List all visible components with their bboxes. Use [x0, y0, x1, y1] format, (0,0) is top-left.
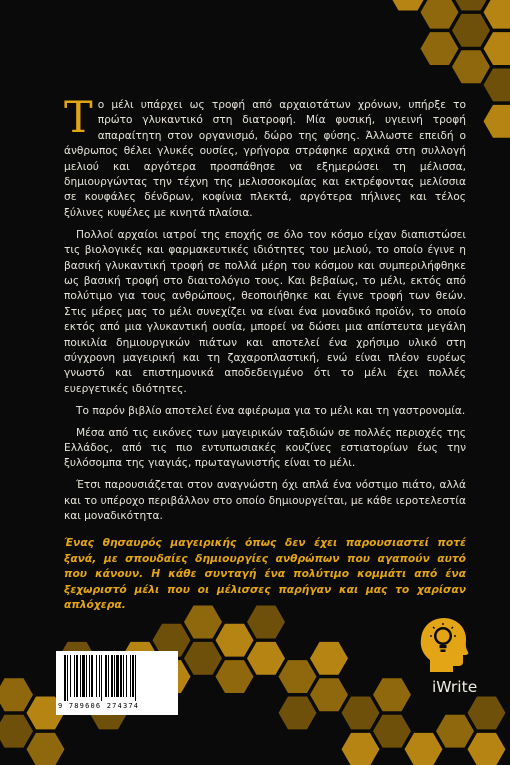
barcode-bar: [116, 655, 119, 697]
honeycomb-cell: [452, 50, 490, 83]
honeycomb-cell: [452, 14, 490, 47]
paragraph-4: Μέσα από τις εικόνες των μαγειρικών ταξιδιών σε πολλές περιοχές της Ελλάδος, από τις πιο εντυπωσιακές κουζίνες εστιατορίων έως την ξυλόσομπα της γιαγιάς, πρωταγωνιστής είναι το μέλι.: [64, 426, 466, 470]
honeycomb-cell: [421, 32, 459, 65]
paragraph-2: Πολλοί αρχαίοι ιατροί της εποχής σε όλο τον κόσμο είχαν διαπιστώσει τις βιολογικές και φαρμακευτικές ιδιότητες του μελιού, το οποίο έγινε η βασική γλυκαντική τροφή σε πολλά μέρη του κόσμου και συμπεριλήφθηκε ως βασική τροφή στο διαιτολόγιο τους. Και βεβαίως, το μέλι, εκτός από πολύτιμο για τους ανθρώπους, θεοποιήθηκε και έγινε τροφή των θεών. Στις μέρες μας το μέλι συνεχίζει να είναι ένα μοναδικό προϊόν, το οποίο εκτός από μια γλυκαντική ουσία, μπορεί να δώσει μια απίστευτα μεγάλη ποικιλία δημιουργικών πιάτων και αποτελεί ένα χρήσιμο υλικό στη σύγχρονη μαγειρική και τη ζαχαροπλαστική, ενώ είναι πλέον ευρέως γνωστό και επιστημονικά αποδεδειγμένο ότι το μέλι έχει πολλές ευεργετικές ιδιότητες.: [64, 228, 466, 395]
honeycomb-cell: [452, 0, 490, 11]
honeycomb-cell: [484, 0, 510, 29]
honeycomb-cell: [216, 660, 254, 693]
honeycomb-cell: [484, 69, 510, 102]
honeycomb-cell: [310, 642, 348, 675]
honeycomb-cell: [0, 715, 33, 748]
honeycomb-cell: [436, 715, 474, 748]
honeycomb-cell: [247, 642, 285, 675]
barcode-bar: [76, 655, 78, 697]
barcode-bar: [86, 655, 87, 697]
honeycomb-cell: [405, 733, 443, 765]
barcode-bar: [99, 655, 100, 697]
honeycomb-cell: [0, 678, 33, 711]
barcode-bar: [132, 655, 134, 697]
honeycomb-cell: [27, 733, 65, 765]
highlight-blurb: Ένας θησαυρός μαγειρικής όπως δεν έχει παρουσιαστεί ποτέ ξανά, με σπουδαίες δημιουργίες ανθρώπων που αγαπούν αυτό που κάνουν. Η κάθε συνταγή ένα πολύτιμο κομμάτι από ένα ξεχωριστό μέλι που οι μέλισσες παρήγαν και μας το χαρίσαν απλόχερα.: [64, 536, 466, 612]
drop-cap: Τ: [64, 93, 93, 143]
honeycomb-cell: [373, 678, 411, 711]
barcode-bar: [70, 655, 71, 697]
barcode-bar: [101, 655, 102, 701]
barcode-bar: [108, 655, 109, 697]
honeycomb-cell: [342, 697, 380, 730]
barcode-bar: [82, 655, 85, 697]
honeycomb-cell: [484, 32, 510, 65]
honeycomb-cell: [342, 733, 380, 765]
paragraph-1: Το μέλι υπάρχει ως τροφή από αρχαιοτάτων χρόνων, υπήρξε το πρώτο γλυκαντικό στη διατροφή. Μία φυσική, υγιεινή τροφή απαραίτητη στον οργανισμό, δώρο της φύσης. Άλλωστε επειδή ο άνθρωπος θέλει γλυκές ουσίες, γρήγορα στράφηκε αρχικά στη συλλογή μελιού και αργότερα προσπάθησε να εξημερώσει τη μέλισσα, δημιουργώντας την τέχνη της μελισσοκομίας και εκτρέφοντας μελίσσια σε κουφάλες δένδρων, κοφίνια πλεκτά, αργότερα πήλινες και τέλος ξύλινες κυψέλες με κινητά πλαίσια.: [64, 93, 466, 219]
barcode-bar: [74, 655, 75, 697]
barcode-number: 9 789606 274374: [58, 702, 140, 710]
lightbulb-head-icon: [416, 614, 472, 678]
barcode-bar: [80, 655, 81, 697]
honeycomb-cell: [310, 678, 348, 711]
honeycomb-cell: [216, 624, 254, 657]
barcode-bar: [111, 655, 113, 697]
barcode-bar: [91, 655, 93, 697]
barcode-bar: [120, 655, 122, 697]
description-text: [64, 93, 466, 531]
paragraph-3: Το παρόν βιβλίο αποτελεί ένα αφιέρωμα για το μέλι και τη γαστρονομία.: [76, 404, 466, 417]
barcode-bar: [126, 655, 127, 697]
barcode-bar: [123, 655, 124, 697]
barcode-bar: [114, 655, 115, 697]
honeycomb-cell: [184, 642, 222, 675]
barcode-bar: [135, 655, 136, 701]
honeycomb-cell: [484, 105, 510, 138]
honeycomb-cell: [468, 697, 506, 730]
barcode-bars: [62, 655, 172, 701]
barcode-bar: [105, 655, 107, 697]
honeycomb-cell: [421, 0, 459, 29]
barcode-bar: [130, 655, 131, 697]
barcode-bar: [96, 655, 97, 697]
barcode: [56, 651, 178, 715]
barcode-bar: [67, 655, 68, 701]
honeycomb-cell: [373, 715, 411, 748]
barcode-bar: [64, 655, 66, 701]
paragraph-5: Έτσι παρουσιάζεται στον αναγνώστη όχι απλά ένα νόστιμο πιάτο, αλλά και το υπέροχο περιβάλλον στο οποίο δημιουργείται, με κάθε ιεροτελεστία και μοναδικότητα.: [64, 479, 466, 523]
publisher-logo-text: iWrite: [432, 678, 478, 696]
honeycomb-cell: [389, 0, 427, 11]
barcode-bar: [89, 655, 90, 697]
honeycomb-cell: [279, 697, 317, 730]
honeycomb-cell: [468, 733, 506, 765]
honeycomb-cell: [279, 660, 317, 693]
